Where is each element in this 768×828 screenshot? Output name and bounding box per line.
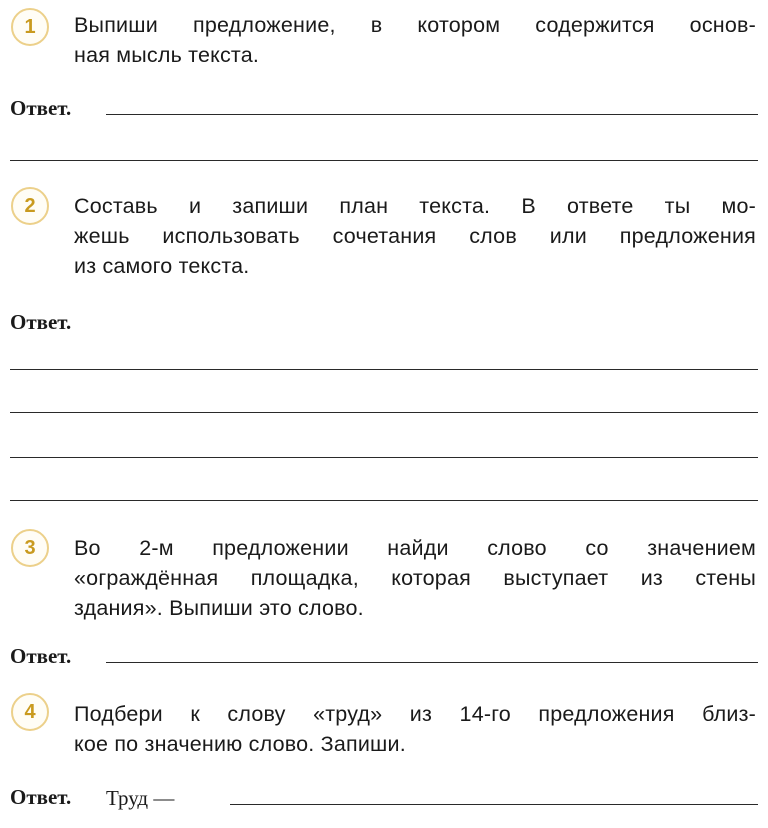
task-3-question-line: «ограждённая площадка, которая выступает из стены — [74, 566, 756, 590]
task-2-answer-line[interactable] — [10, 500, 758, 501]
task-3-answer-label: Ответ. — [10, 644, 72, 668]
task-4-answer-prefix: Труд — — [106, 786, 175, 810]
task-1-question-line: ная мысль текста. — [74, 43, 260, 67]
task-2-answer-line[interactable] — [10, 457, 758, 458]
task-2-question — [74, 191, 756, 281]
task-2-answer-line[interactable] — [10, 369, 758, 370]
task-4-question-line: Подбери к слову «труд» из 14-го предложения близ- — [74, 702, 756, 726]
task-1-answer-line[interactable] — [10, 160, 758, 161]
task-4-question-line: кое по значению слово. Запиши. — [74, 732, 406, 756]
task-4-answer-label: Ответ. — [10, 785, 72, 809]
task-1-number-badge: 1 — [11, 8, 49, 46]
task-3-question-line: Во 2-м предложении найди слово со значением — [74, 536, 756, 560]
task-3-answer-line[interactable] — [106, 662, 758, 663]
task-1-question — [74, 10, 756, 70]
task-2-question-line: жешь использовать сочетания слов или предложения — [74, 224, 756, 248]
task-1-answer-label: Ответ. — [10, 96, 72, 120]
task-2-question-line: из самого текста. — [74, 254, 250, 278]
task-2-answer-line[interactable] — [10, 412, 758, 413]
task-3-number-badge: 3 — [11, 529, 49, 567]
task-4-number-badge: 4 — [11, 693, 49, 731]
task-1-answer-line[interactable] — [106, 114, 758, 115]
task-2-number-badge: 2 — [11, 187, 49, 225]
task-4-answer-line[interactable] — [230, 804, 758, 805]
task-1-question-line: Выпиши предложение, в котором содержится основ- — [74, 13, 756, 37]
task-3-question-line: здания». Выпиши это слово. — [74, 596, 364, 620]
task-2-answer-label: Ответ. — [10, 310, 72, 334]
task-2-question-line: Составь и запиши план текста. В ответе ты мо- — [74, 194, 756, 218]
task-3-question — [74, 533, 756, 623]
task-4-question — [74, 699, 756, 759]
